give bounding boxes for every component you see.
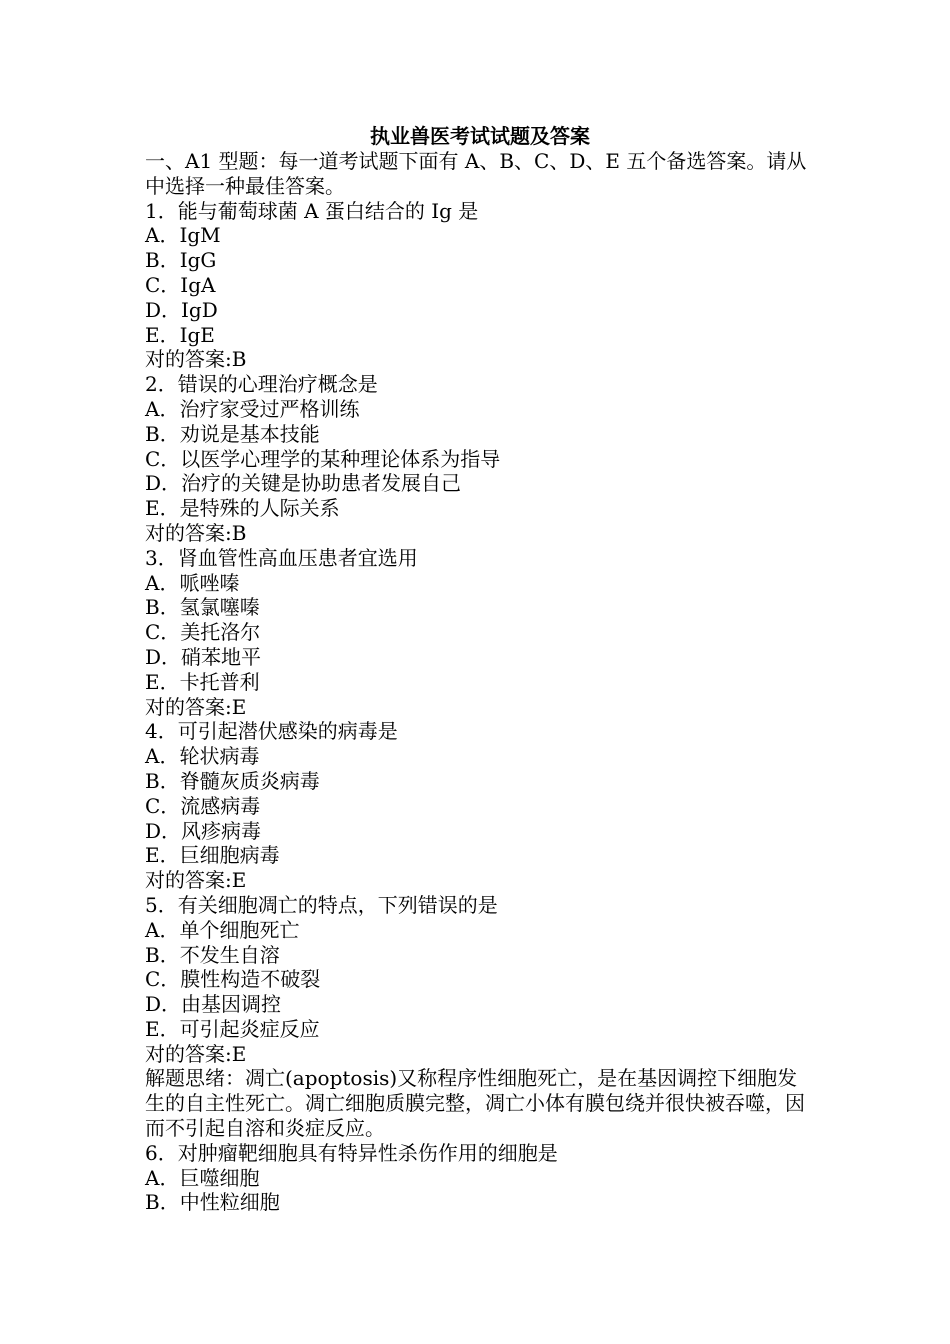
question-2 (145, 372, 815, 546)
option-a: A．IgM (145, 223, 221, 248)
question-5 (145, 893, 815, 1141)
answer-line: 对的答案:E (145, 868, 247, 893)
option-c: C．膜性构造不破裂 (145, 967, 321, 992)
option-b: B．不发生自溶 (145, 942, 280, 967)
option-a: A．治疗家受过严格训练 (145, 396, 360, 421)
option-d: D．风疹病毒 (145, 818, 262, 843)
option-b: B．劝说是基本技能 (145, 421, 320, 446)
question-stem: 3．肾血管性高血压患者宜选用 (145, 545, 418, 570)
answer-line: 对的答案:E (145, 1041, 247, 1066)
document-title: 执业兽医考试试题及答案 (370, 124, 590, 148)
question-3 (145, 546, 815, 720)
question-6 (145, 1141, 815, 1215)
explanation-paragraph: 解题思绪：凋亡(apoptosis)又称程序性细胞死亡，是在基因调控下细胞发生的自主性死亡。凋亡细胞质膜完整，凋亡小体有膜包绕并很快被吞噬，因而不引起自溶和炎症反应。 (145, 1066, 805, 1141)
option-a: A．轮状病毒 (145, 744, 260, 769)
document-body (145, 123, 815, 1215)
question-4 (145, 719, 815, 893)
option-d: D．IgD (145, 297, 218, 322)
option-e: E．巨细胞病毒 (145, 843, 280, 868)
option-d: D．由基因调控 (145, 992, 282, 1017)
answer-line: 对的答案:B (145, 520, 247, 545)
question-stem: 4．可引起潜伏感染的病毒是 (145, 719, 398, 744)
option-d: D．治疗的关键是协助患者发展自己 (145, 471, 462, 496)
answer-line: 对的答案:B (145, 347, 247, 372)
option-b: B．脊髓灰质炎病毒 (145, 768, 320, 793)
answer-line: 对的答案:E (145, 694, 247, 719)
question-stem: 6．对肿瘤靶细胞具有特异性杀伤作用的细胞是 (145, 1140, 558, 1165)
option-b: B．中性粒细胞 (145, 1190, 280, 1215)
question-stem: 2．错误的心理治疗概念是 (145, 372, 378, 397)
option-d: D．硝苯地平 (145, 644, 262, 669)
option-a: A．哌唑嗪 (145, 570, 240, 595)
option-c: C．流感病毒 (145, 793, 261, 818)
option-a: A．巨噬细胞 (145, 1165, 260, 1190)
option-e: E．可引起炎症反应 (145, 1016, 320, 1041)
option-c: C．IgA (145, 272, 216, 297)
question-1 (145, 199, 815, 373)
option-b: B．IgG (145, 248, 217, 273)
option-b: B．氢氯噻嗪 (145, 595, 260, 620)
option-e: E．卡托普利 (145, 669, 260, 694)
option-a: A．单个细胞死亡 (145, 917, 300, 942)
option-e: E．IgE (145, 322, 215, 347)
intro-paragraph: 一、A1 型题：每一道考试题下面有 A、B、C、D、E 五个备选答案。请从中选择一种最佳答案。 (145, 149, 807, 198)
option-e: E．是特殊的人际关系 (145, 496, 340, 521)
question-stem: 5．有关细胞凋亡的特点，下列错误的是 (145, 892, 498, 917)
question-stem: 1．能与葡萄球菌 A 蛋白结合的 Ig 是 (145, 198, 479, 223)
option-c: C．以医学心理学的某种理论体系为指导 (145, 446, 501, 471)
option-c: C．美托洛尔 (145, 620, 261, 645)
